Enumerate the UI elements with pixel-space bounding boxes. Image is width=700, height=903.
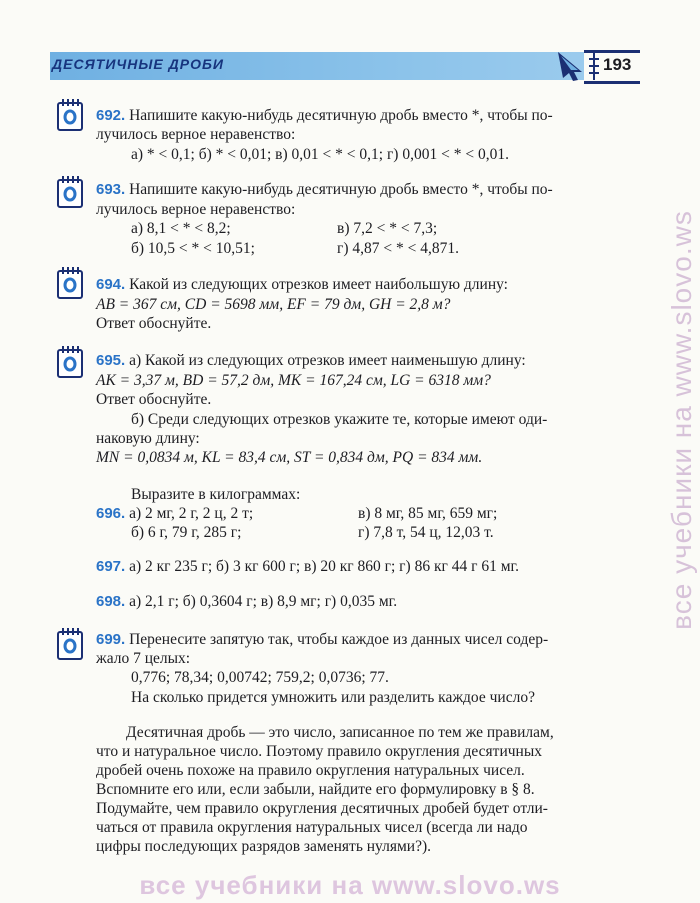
problem-696-intro: Выразите в килограммах: — [131, 486, 301, 503]
problem-693-option: в) 7,2 < * < 7,3; — [337, 220, 438, 237]
problem-number: 692. — [96, 107, 126, 124]
problem-text: Напишите какую-нибудь десятичную дробь вместо *, чтобы по- — [129, 107, 553, 124]
problem-text: Какой из следующих отрезков имеет наибольшую длину: — [129, 276, 508, 293]
problem-699-line: На сколько придется умножить или разделить каждое число? — [131, 689, 535, 706]
problem-number: 695. — [96, 352, 126, 369]
notepad-icon — [55, 175, 85, 209]
problem-694-line: Ответ обоснуйте. — [96, 315, 212, 332]
problem-694-line: AB = 367 см, CD = 5698 мм, EF = 79 дм, GH = 2,8 м? — [96, 296, 451, 313]
problem-693-option: г) 4,87 < * < 4,871. — [337, 240, 460, 257]
problem-695-line: наковую длину: — [96, 430, 200, 447]
problem-692-line — [96, 107, 553, 125]
problem-696-option: г) 7,8 т, 54 ц, 12,03 т. — [358, 524, 494, 541]
side-watermark: все учебники на www.slovo.ws — [666, 210, 697, 630]
chapter-title: ДЕСЯТИЧНЫЕ ДРОБИ — [52, 56, 224, 72]
page-number: 193 — [603, 55, 632, 74]
notepad-icon — [55, 627, 85, 661]
problem-693-option: а) 8,1 < * < 8,2; — [131, 220, 231, 237]
arrow-icon — [556, 50, 586, 82]
notepad-icon — [55, 98, 85, 132]
problem-text: а) 2 кг 235 г; б) 3 кг 600 г; в) 20 кг 860 г; г) 86 кг 44 г 61 мг. — [129, 558, 519, 575]
problem-695-line — [96, 352, 526, 370]
problem-number: 699. — [96, 631, 126, 648]
problem-text: а) 2 мг, 2 г, 2 ц, 2 т; — [129, 505, 254, 522]
notepad-icon — [55, 266, 85, 300]
problem-692-line: лучилось верное неравенство: — [96, 126, 296, 143]
closing-paragraph-line: дробей очень похоже на правило округления натуральных чисел. — [96, 762, 525, 779]
problem-text: а) 2,1 г; б) 0,3604 г; в) 8,9 мг; г) 0,035 мг. — [129, 593, 398, 610]
problem-692-options: а) * < 0,1; б) * < 0,01; в) 0,01 < * < 0,1; г) 0,001 < * < 0,01. — [131, 146, 509, 163]
problem-699-line: жало 7 целых: — [96, 650, 191, 667]
problem-number: 693. — [96, 181, 126, 198]
problem-number: 694. — [96, 276, 126, 293]
problem-694-line — [96, 276, 508, 294]
problem-698-line — [96, 593, 397, 611]
closing-paragraph-line: Десятичная дробь — это число, записанное по тем же правилам, — [126, 724, 554, 741]
problem-697-line — [96, 558, 519, 576]
problem-699-line: 0,776; 78,34; 0,00742; 759,2; 0,0736; 77. — [131, 669, 389, 686]
closing-paragraph-line: что и натуральное число. Поэтому правило округления десятичных — [96, 743, 542, 760]
problem-696-line — [96, 505, 253, 523]
problem-text: Перенесите запятую так, чтобы каждое из данных чисел содер- — [129, 631, 549, 648]
problem-696-option: в) 8 мг, 85 мг, 659 мг; — [358, 505, 498, 522]
problem-text: Напишите какую-нибудь десятичную дробь вместо *, чтобы по- — [129, 181, 553, 198]
problem-693-line: лучилось верное неравенство: — [96, 201, 296, 218]
closing-paragraph-line: цифры последующих разрядов заменять нулями?). — [96, 838, 432, 855]
problem-number: 697. — [96, 558, 126, 575]
closing-paragraph-line: Вспомните его или, если забыли, найдите его формулировку в § 8. — [96, 781, 535, 798]
problem-number: 698. — [96, 593, 126, 610]
problem-695-line: б) Среди следующих отрезков укажите те, которые имеют оди- — [131, 411, 548, 428]
closing-paragraph-line: чаться от правила округления натуральных чисел (всегда ли надо — [96, 819, 528, 836]
notepad-icon — [55, 345, 85, 379]
problem-693-option: б) 10,5 < * < 10,51; — [131, 240, 255, 257]
closing-paragraph-line: Подумайте, чем правило округления десятичных дробей будет отли- — [96, 800, 548, 817]
problem-text: а) Какой из следующих отрезков имеет наименьшую длину: — [129, 352, 526, 369]
problem-693-line — [96, 181, 553, 199]
problem-695-line: AK = 3,37 м, BD = 57,2 дм, MK = 167,24 см, LG = 6318 мм? — [96, 372, 491, 389]
problem-number: 696. — [96, 505, 126, 522]
spiral-icon — [588, 50, 600, 82]
problem-699-line — [96, 631, 548, 649]
bottom-watermark: все учебники на www.slovo.ws — [139, 870, 561, 900]
problem-696-option: б) 6 г, 79 г, 285 г; — [131, 524, 242, 541]
problem-695-line: MN = 0,0834 м, KL = 83,4 см, ST = 0,834 дм, PQ = 834 мм. — [96, 449, 483, 466]
problem-695-line: Ответ обоснуйте. — [96, 391, 212, 408]
